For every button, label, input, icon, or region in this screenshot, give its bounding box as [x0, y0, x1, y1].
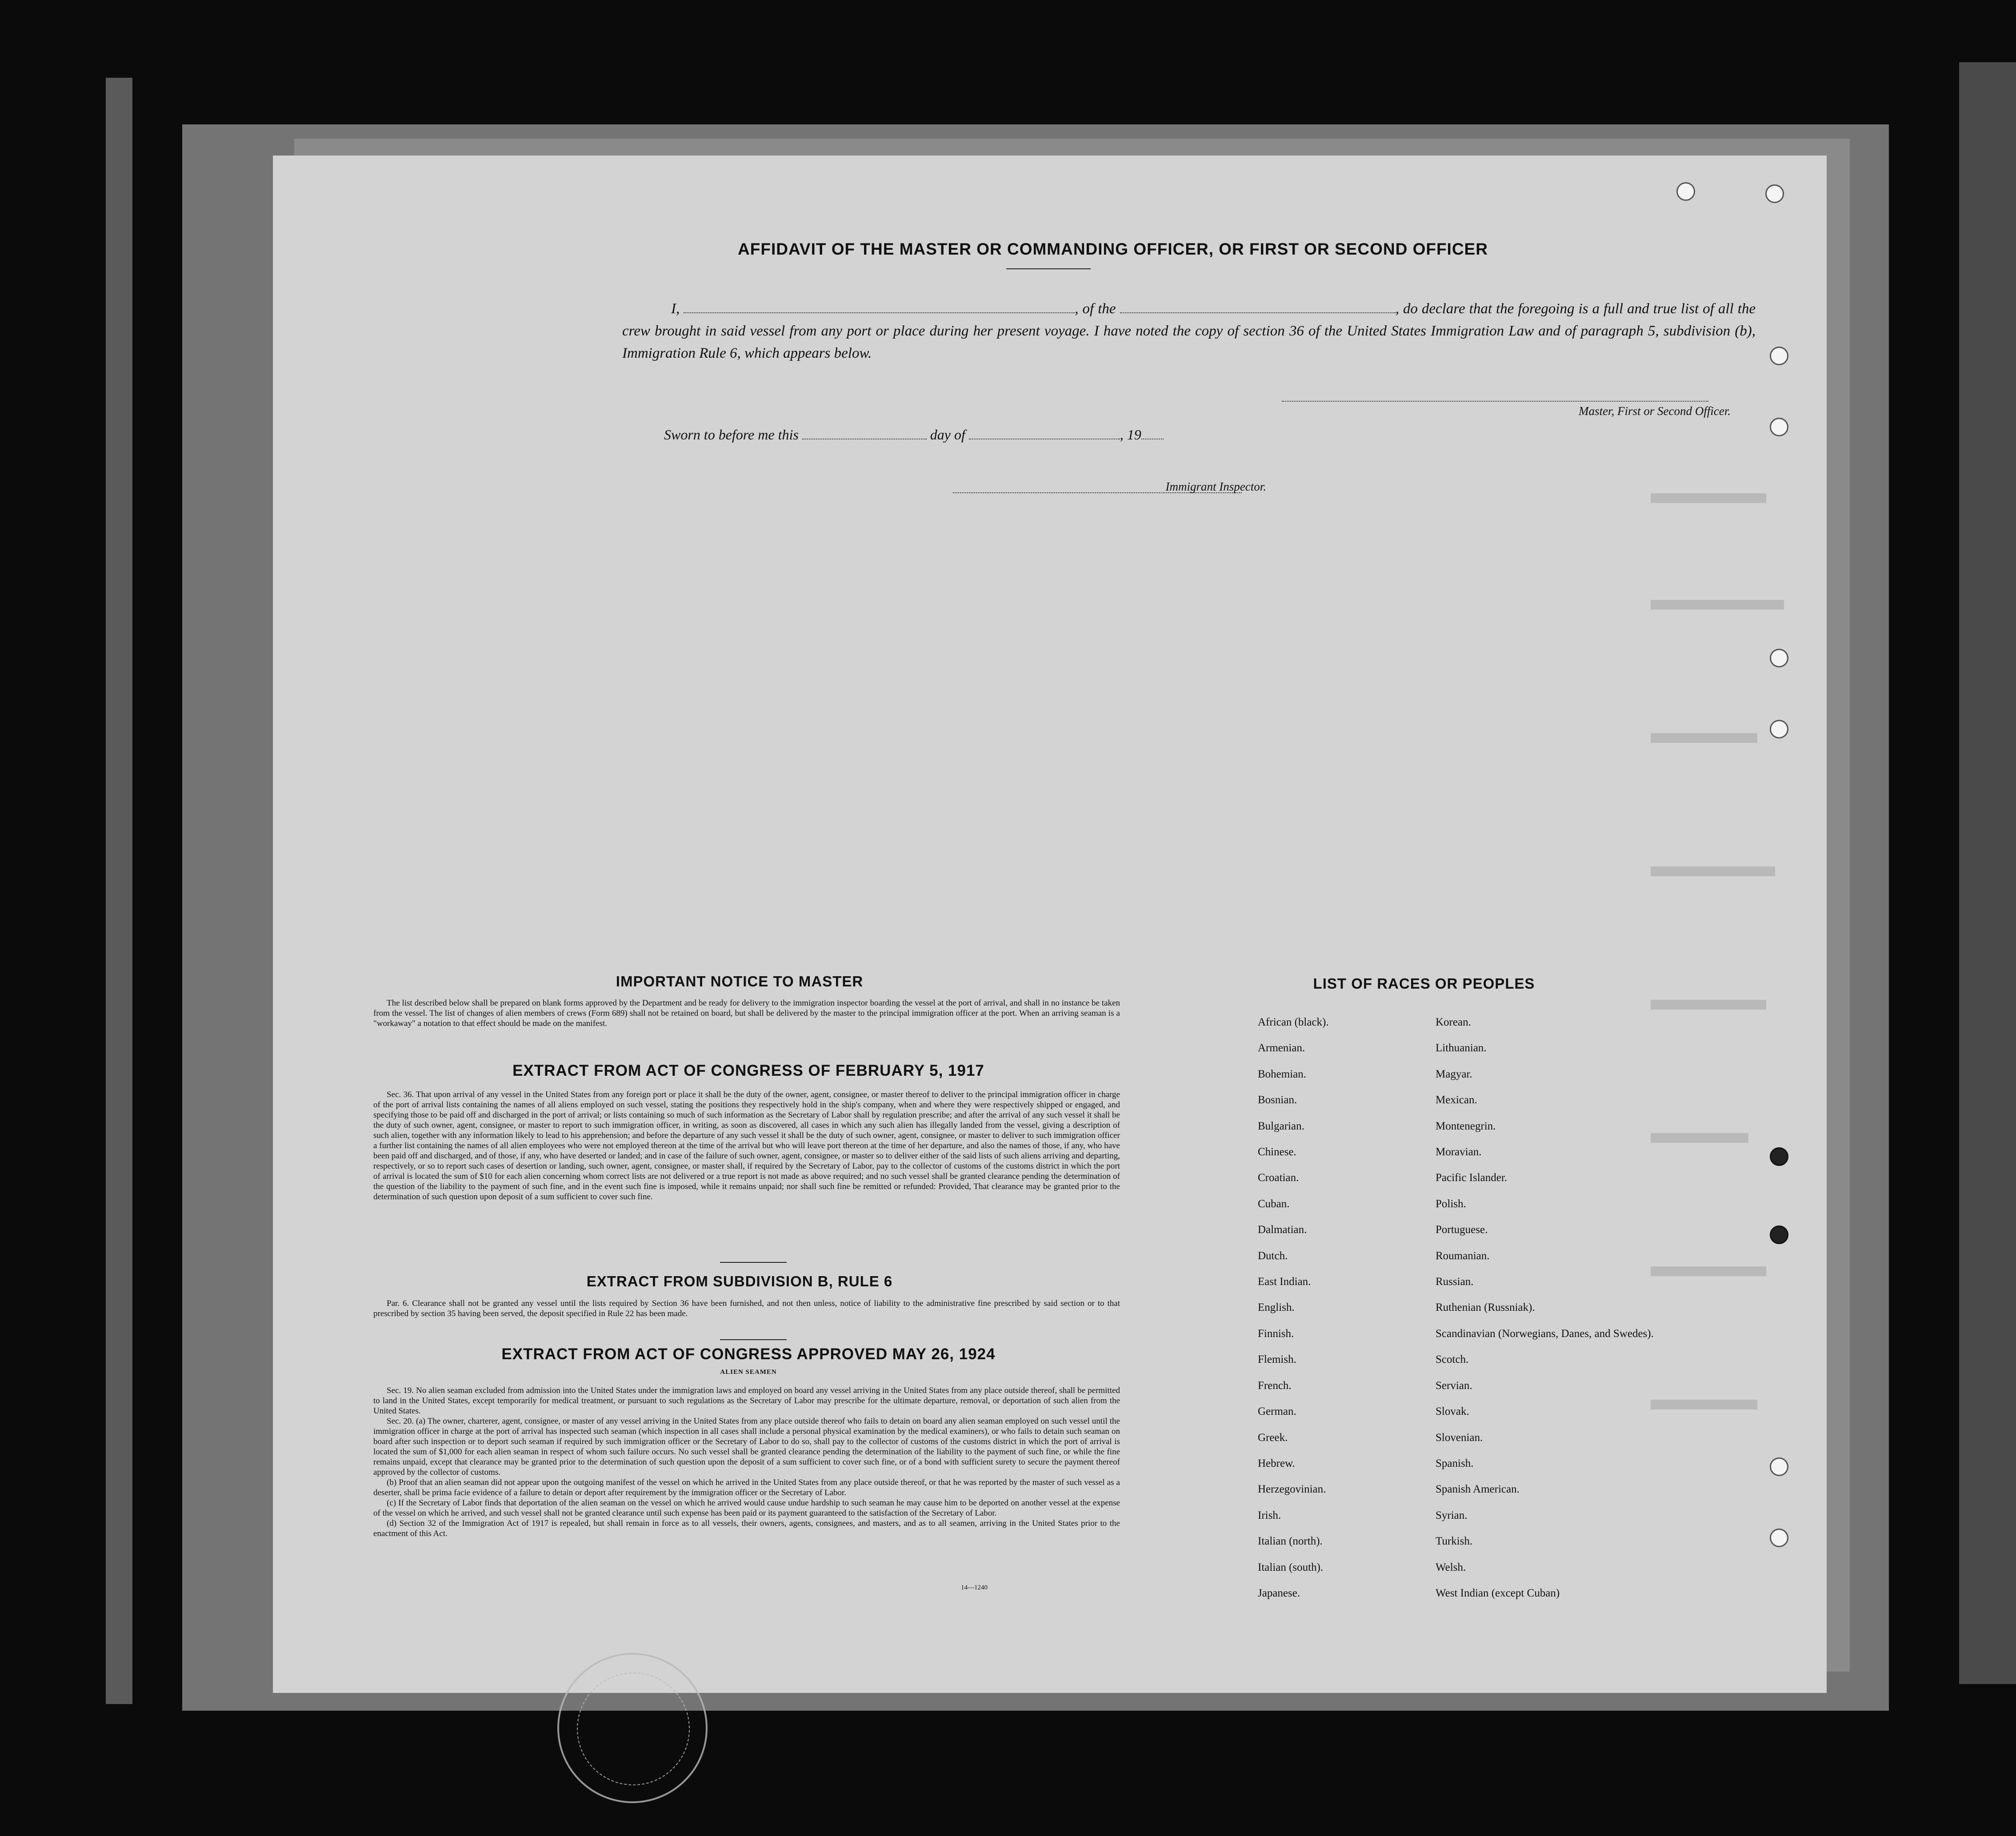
alien-seamen-subtitle: ALIEN SEAMEN — [720, 1369, 777, 1376]
sworn-statement — [664, 427, 1286, 443]
title-rule — [1006, 268, 1091, 269]
inspector-label: Immigrant Inspector. — [1165, 480, 1266, 493]
race-item: Croatian. — [1258, 1172, 1299, 1184]
race-item: Polish. — [1436, 1197, 1466, 1210]
extract-1924-title: EXTRACT FROM ACT OF CONGRESS APPROVED MAY 26, 1924 — [501, 1345, 996, 1363]
vessel-blank[interactable] — [1120, 301, 1396, 313]
race-item: East Indian. — [1258, 1276, 1311, 1288]
race-item: Dutch. — [1258, 1249, 1288, 1262]
punch-hole — [1770, 1147, 1788, 1166]
races-right-column — [1436, 1010, 1654, 1606]
race-item: French. — [1258, 1379, 1292, 1392]
punch-hole — [1770, 1529, 1788, 1547]
race-item: German. — [1258, 1405, 1296, 1418]
section-19-paragraph: Sec. 19. No alien seaman excluded from admission into the United States under the immigration laws and employed on board any vessel arriving in the United States from any place outside thereof, shall be permitted to land in the United States, except temporarily for medical treatment, or pursuant to such regulations as the Secretary of Labor may prescribe for the ultimate departure, removal, or deportation of such alien from the United States. — [373, 1386, 1120, 1416]
punch-hole — [1770, 649, 1788, 667]
extract-rule6-title: EXTRACT FROM SUBDIVISION B, RULE 6 — [586, 1273, 893, 1289]
race-item: Spanish American. — [1436, 1483, 1520, 1496]
embossed-seal — [557, 1653, 708, 1803]
punch-hole — [1765, 184, 1784, 203]
bleed-through-row — [1651, 600, 1784, 610]
section-20c-paragraph: (c) If the Secretary of Labor finds that deportation of the alien seaman on the vessel on which he arrived would cause undue hardship to such seaman he may cause him to be deported on another vessel at the expense of the vessel on which he arrived, and such vessel shall not be granted clearance until such expense has been paid or its payment guaranteed to the satisfaction of the Secretary of Labor. — [373, 1498, 1120, 1518]
bleed-through-row — [1651, 1133, 1748, 1143]
race-item: African (black). — [1258, 1016, 1329, 1028]
film-edge-right — [1959, 62, 2016, 1684]
bleed-through-row — [1651, 733, 1757, 743]
affidavit-i: I, — [671, 301, 680, 317]
race-item: Spanish. — [1436, 1457, 1474, 1469]
section-rule — [720, 1339, 787, 1340]
bleed-through-row — [1651, 493, 1766, 503]
affidavit-declare: , do declare — [1395, 301, 1465, 317]
signature-line[interactable] — [1282, 401, 1708, 402]
affidavit-title: AFFIDAVIT OF THE MASTER OR COMMANDING OFFICER, OR FIRST OR SECOND OFFICER — [738, 240, 1488, 258]
race-item: Bulgarian. — [1258, 1120, 1304, 1132]
bleed-through-row — [1651, 866, 1775, 876]
race-item: Turkish. — [1436, 1535, 1473, 1548]
race-item: Russian. — [1436, 1276, 1474, 1288]
section-20d-paragraph: (d) Section 32 of the Immigration Act of 1917 is repealed, but shall remain in force as to all vessels, their owners, agents, consignees, and masters, and as to all seamen, arriving in the United States prior to the enactment of this Act. — [373, 1519, 1120, 1538]
section-rule — [720, 1262, 787, 1263]
race-item: Bosnian. — [1258, 1094, 1297, 1106]
race-item: Italian (south). — [1258, 1561, 1324, 1573]
form-page — [273, 156, 1827, 1693]
sworn-month-blank[interactable] — [969, 427, 1120, 439]
punch-hole — [1770, 1225, 1788, 1244]
race-item: Scandinavian (Norwegians, Danes, and Swedes). — [1436, 1327, 1654, 1340]
punch-hole — [1770, 418, 1788, 436]
film-edge-left — [106, 78, 132, 1704]
sworn-day-blank[interactable] — [802, 427, 927, 439]
sworn-day-label: day of — [930, 427, 965, 443]
race-item: Italian (north). — [1258, 1535, 1323, 1548]
bleed-through-row — [1651, 1000, 1766, 1010]
race-item: Ruthenian (Russniak). — [1436, 1301, 1535, 1314]
race-item: Slovenian. — [1436, 1431, 1483, 1444]
notice-paragraph: The list described below shall be prepared on blank forms approved by the Department and be ready for delivery to the immigration inspector boarding the vessel at the port of arrival, and shall in no instance be taken from the vessel. The list of changes of alien members of crews (Form 689) shall not be retained on board, but shall be delivered by the master to the principal immigration officer at the port. When an arriving seaman is a "workaway" a notation to that effect should be made on the manifest. — [373, 998, 1120, 1028]
race-item: Magyar. — [1436, 1068, 1472, 1080]
race-item: Armenian. — [1258, 1042, 1305, 1054]
race-item: Syrian. — [1436, 1509, 1468, 1521]
race-item: Montenegrin. — [1436, 1120, 1496, 1132]
extract-1917-text — [373, 1090, 1120, 1202]
section-20b-paragraph: (b) Proof that an alien seaman did not appear upon the outgoing manifest of the vessel on which he arrived in the United States from any place outside thereof, or that he was reported by the master of such vessel as a deserter, shall be prima facie evidence of a failure to detain or deport after requirement by the immigration officer or the Secretary of Labor. — [373, 1478, 1120, 1497]
race-item: Lithuanian. — [1436, 1042, 1487, 1054]
races-left-column — [1258, 1010, 1427, 1606]
notice-title: IMPORTANT NOTICE TO MASTER — [616, 973, 864, 990]
name-blank[interactable] — [684, 301, 1075, 313]
bleed-through-row — [1651, 1266, 1766, 1276]
race-item: Dalmatian. — [1258, 1224, 1307, 1236]
sworn-prefix: Sworn to before me this — [664, 427, 799, 443]
extract-rule6-text — [373, 1298, 1120, 1319]
race-item: Portuguese. — [1436, 1224, 1488, 1236]
race-item: Greek. — [1258, 1431, 1288, 1444]
race-item: Korean. — [1436, 1016, 1471, 1028]
race-item: Flemish. — [1258, 1353, 1296, 1366]
race-item: Moravian. — [1436, 1146, 1482, 1158]
punch-hole — [1770, 1457, 1788, 1476]
race-item: Roumanian. — [1436, 1249, 1490, 1262]
race-item: Finnish. — [1258, 1327, 1294, 1340]
race-item: West Indian (except Cuban) — [1436, 1587, 1560, 1599]
notice-text — [373, 998, 1120, 1029]
race-item: Mexican. — [1436, 1094, 1477, 1106]
sworn-year-label: , 19 — [1120, 427, 1141, 443]
race-item: Pacific Islander. — [1436, 1172, 1508, 1184]
sworn-year-blank[interactable] — [1141, 427, 1164, 439]
race-item: Servian. — [1436, 1379, 1472, 1392]
affidavit-of-the: , of the — [1075, 301, 1116, 317]
extract-1924-text — [373, 1385, 1120, 1539]
race-item: Cuban. — [1258, 1197, 1290, 1210]
race-item: Chinese. — [1258, 1146, 1296, 1158]
races-title: LIST OF RACES OR PEOPLES — [1313, 975, 1535, 992]
race-item: English. — [1258, 1301, 1295, 1314]
race-item: Welsh. — [1436, 1561, 1466, 1573]
section-36-paragraph: Sec. 36. That upon arrival of any vessel in the United States from any foreign port or place it shall be the duty of the owner, agent, consignee, or master thereof to deliver to the principal immigration officer in charge of the port of arrival lists containing the names of all aliens employed on such vessel, stating the positions they respectively hold in the ship's company, when and where they were respectively shipped or engaged, and specifying those to be paid off and discharged in the port of arrival; or lists containing so much of such information as the Secretary of Labor shall by regulation prescribe; and after the arrival of any such vessel it shall be the duty of such owner, agent, consignee, or master to report to such immigration officer, in writing, as soon as discovered, all cases in which any such alien has illegally landed from the vessel, giving a description of such alien, together with any information likely to lead to his apprehension; and before the departure of any such vessel it shall be the duty of such owner, agent, consignee, or master to deliver to such immigration officer a further list containing the names of all alien employees who were not employed thereon at the time of the arrival but who will leave port thereon at the time of her departure, and also the names of those, if any, who have been paid off and discharged, and of those, if any, who have deserted or landed; and in case of the failure of such owner, agent, consignee, or master so to deliver either of the said lists of such aliens arriving and departing, respectively, or so to report such cases of desertion or landing, such owner, agent, consignee, or master shall, if required by the Secretary of Labor, pay to the collector of customs of the customs district in which the port of arrival is located the sum of $10 for each alien concerning whom correct lists are not delivered or a true report is not made as above required; and no such vessel shall be granted clearance pending the determination of the question of the liability to the payment of such fine, and in the event such fine is imposed, while it remains unpaid; nor shall such fine be remitted or refunded: Provided, That clearance may be granted prior to the determination of such question upon deposit of a sum sufficient to cover such fine. — [373, 1090, 1120, 1201]
signature-label: Master, First or Second Officer. — [1579, 404, 1731, 418]
extract-1917-title: EXTRACT FROM ACT OF CONGRESS OF FEBRUARY 5, 1917 — [512, 1062, 984, 1079]
punch-hole — [1770, 347, 1788, 365]
race-item: Hebrew. — [1258, 1457, 1295, 1469]
paragraph-6: Par. 6. Clearance shall not be granted any vessel until the lists required by Section 36 have been furnished, and not then unless, notice of liability to the administrative fine prescribed by said section or to that prescribed by section 35 having been served, the deposit specified in Rule 22 has been made. — [373, 1299, 1120, 1318]
bleed-through-row — [1651, 1400, 1757, 1409]
affidavit-text — [622, 298, 1756, 364]
affidavit-body: that the foregoing is a full and true list of all the crew brought in said vessel from any port or place during her present voyage. I have noted the copy of section 36 of the United States Immigration Law and of paragraph 5, subdivision (b), Immigration Rule 6, which appears below. — [622, 301, 1756, 361]
race-item: Irish. — [1258, 1509, 1281, 1521]
race-item: Japanese. — [1258, 1587, 1300, 1599]
punch-hole — [1770, 720, 1788, 738]
race-item: Scotch. — [1436, 1353, 1469, 1366]
race-item: Slovak. — [1436, 1405, 1469, 1418]
section-20a-paragraph: Sec. 20. (a) The owner, charterer, agent, consignee, or master of any vessel arriving in the United States from any place outside thereof who fails to detain on board any alien seaman employed on such vessel until the immigration officer in charge at the port of arrival has inspected such seaman (which inspection in all cases shall include a personal physical examination by the medical examiners), or who fails to detain such seaman on board after such inspection or to deport such seaman if required by such immigration officer or the Secretary of Labor to do so, shall pay to the collector of customs of the customs district in which the port of arrival is located the sum of $1,000 for each alien seaman in respect of whom such failure occurs. No such vessel shall be granted clearance pending the determination of the liability to the payment of such fine, or while the fine remains unpaid, except that clearance may be granted prior to the determination of such question upon the deposit of a sum sufficient to cover such fine, or of a bond with sufficient surety to secure the payment thereof approved by the collector of customs. — [373, 1417, 1120, 1477]
form-number: 14—1240 — [961, 1584, 988, 1591]
race-item: Herzegovinian. — [1258, 1483, 1326, 1496]
race-item: Bohemian. — [1258, 1068, 1307, 1080]
punch-hole — [1676, 182, 1695, 201]
